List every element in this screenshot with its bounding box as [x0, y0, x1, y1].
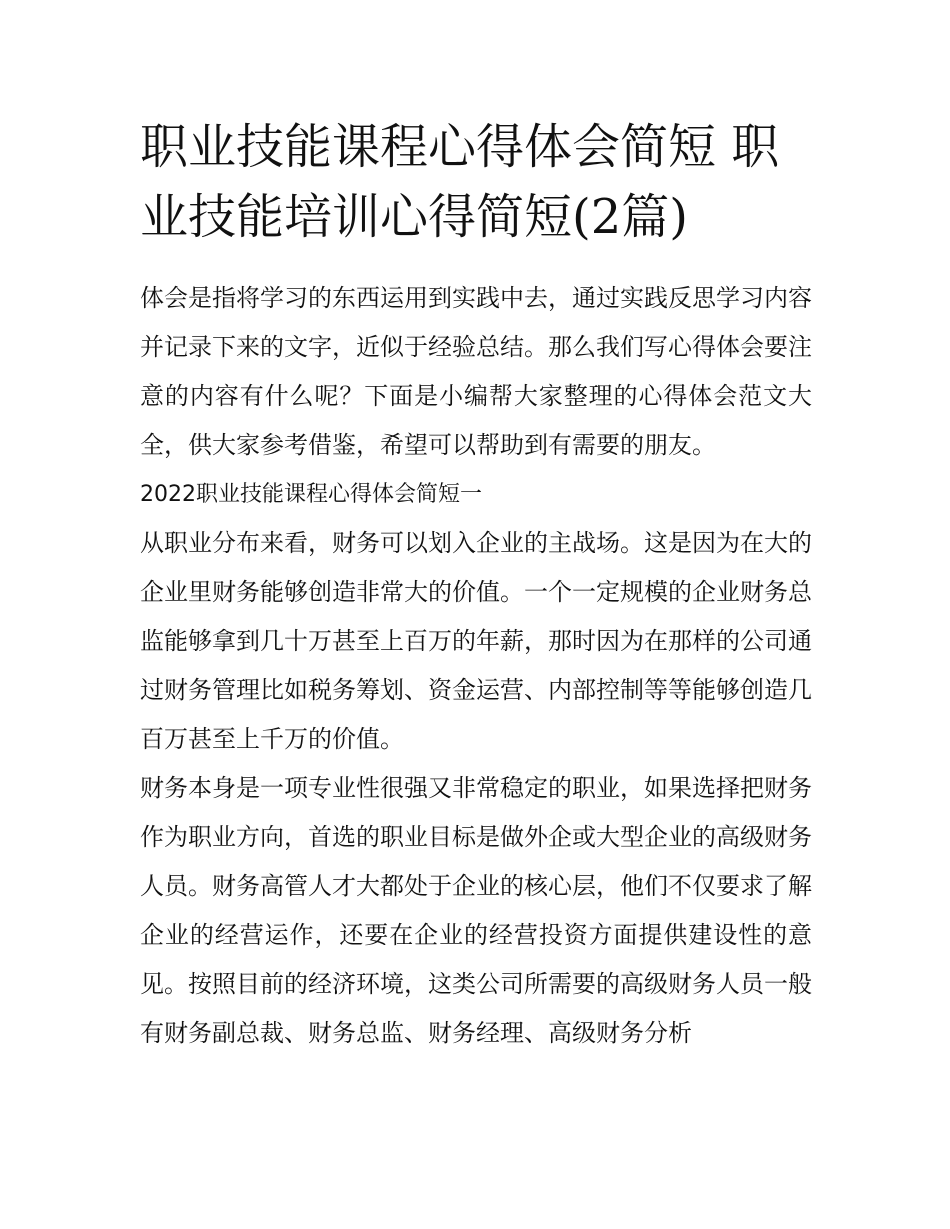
body-paragraph-2: 财务本身是一项专业性很强又非常稳定的职业，如果选择把财务作为职业方向，首选的职业目标是做外企或大型企业的高级财务人员。财务高管人才大都处于企业的核心层，他们不仅要求了解企业的经营运作，还要在企业的经营投资方面提供建设性的意见。按照目前的经济环境，这类公司所需要的高级财务人员一般有财务副总裁、财务总监、财务经理、高级财务分析	[140, 774, 812, 1047]
document-title: 职业技能课程心得体会简短 职业技能培训心得简短(2篇)	[140, 119, 780, 245]
intro-paragraph: 体会是指将学习的东西运用到实践中去，通过实践反思学习内容并记录下来的文字，近似于经验总结。那么我们写心得体会要注意的内容有什么呢？下面是小编帮大家整理的心得体会范文大全，供大家参考借鉴，希望可以帮助到有需要的朋友。	[140, 284, 812, 459]
section-heading: 2022职业技能课程心得体会简短一	[140, 482, 482, 507]
document-page	[140, 112, 812, 1058]
body-paragraph-1: 从职业分布来看，财务可以划入企业的主战场。这是因为在大的企业里财务能够创造非常大的价值。一个一定规模的企业财务总监能够拿到几十万甚至上百万的年薪，那时因为在那样的公司通过财务管理比如税务筹划、资金运营、内部控制等等能够创造几百万甚至上千万的价值。	[140, 529, 812, 753]
